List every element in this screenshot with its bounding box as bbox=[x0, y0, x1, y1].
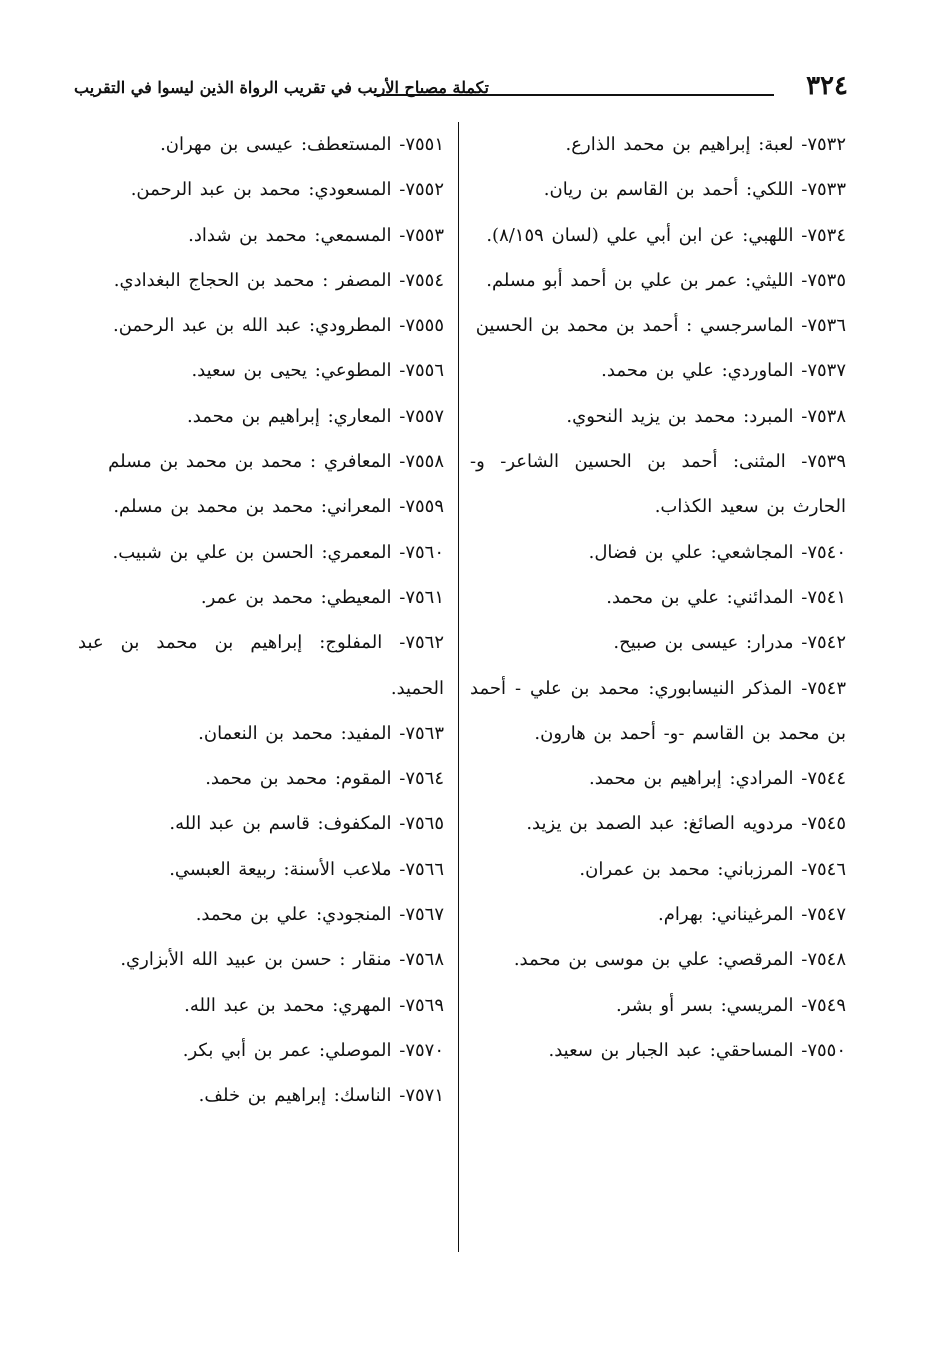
entry-number: ٧٥٤٤ bbox=[807, 768, 846, 790]
entry bbox=[78, 756, 444, 801]
entry bbox=[470, 303, 846, 348]
entry-text: - منقار : حسن بن عبيد الله الأبزاري. bbox=[120, 949, 406, 971]
entry bbox=[470, 348, 846, 393]
entry bbox=[78, 937, 444, 982]
entry-text: - المثنى: أحمد بن الحسين الشاعر- و- الحارث بن سعيد الكذاب. bbox=[470, 451, 846, 518]
entry-text: - المرادي: إبراهيم بن محمد. bbox=[588, 768, 808, 790]
entry bbox=[78, 1073, 444, 1118]
entry-number: ٧٥٦٨ bbox=[405, 949, 444, 971]
entry bbox=[78, 348, 444, 393]
entry-text: - ملاعب الأسنة: ربيعة العبسي. bbox=[169, 858, 406, 880]
book-title: تكملة مصباح الأريب في تقريب الرواة الذين ليسوا في التقريب bbox=[74, 78, 489, 97]
entry-number: ٧٥٥١ bbox=[405, 134, 444, 155]
entry bbox=[470, 213, 846, 258]
entry-text: - المرقصي: علي بن موسى بن محمد. bbox=[513, 949, 808, 971]
entry-number: ٧٥٤٢ bbox=[807, 632, 846, 654]
entry bbox=[78, 167, 444, 212]
entry bbox=[470, 258, 846, 303]
column-divider bbox=[458, 122, 459, 1252]
entry-number: ٧٥٦٩ bbox=[405, 994, 444, 1016]
entry-number: ٧٥٥٠ bbox=[807, 1039, 846, 1061]
entry-number: ٧٥٣٤ bbox=[807, 224, 846, 246]
entry-text: - المعمري: الحسن بن علي بن شبيب. bbox=[112, 541, 406, 563]
entry bbox=[78, 213, 444, 258]
entry-text: - المعاري: إبراهيم بن محمد. bbox=[187, 405, 406, 427]
entry-number: ٧٥٥٥ bbox=[405, 315, 444, 337]
entry bbox=[470, 122, 846, 167]
entry-text: - المعيطي: محمد بن عمر. bbox=[200, 586, 406, 608]
entry bbox=[78, 530, 444, 575]
entry-number: ٧٥٤٠ bbox=[807, 541, 846, 563]
entry-number: ٧٥٣٥ bbox=[807, 269, 846, 291]
entry-text: - اللهبي: عن ابن أبي علي (لسان ٨/١٥٩). bbox=[486, 224, 808, 246]
entry-text: - المرغيناني: بهرام. bbox=[658, 904, 808, 926]
entry bbox=[78, 620, 444, 711]
entry-text: - المستعطف: عيسى بن مهران. bbox=[160, 134, 406, 155]
entry bbox=[470, 1028, 846, 1073]
entry-number: ٧٥٦٥ bbox=[405, 813, 444, 835]
entry-number: ٧٥٥٢ bbox=[405, 179, 444, 201]
entry-number: ٧٥٤٩ bbox=[807, 994, 846, 1016]
entry-text: - اللكي: أحمد بن القاسم بن ريان. bbox=[543, 179, 808, 201]
entry bbox=[470, 620, 846, 665]
entry-number: ٧٥٦٤ bbox=[405, 768, 444, 790]
entry bbox=[470, 756, 846, 801]
entry-number: ٧٥٤٨ bbox=[807, 949, 846, 971]
entry-number: ٧٥٣٣ bbox=[807, 179, 846, 201]
entry-number: ٧٥٦١ bbox=[405, 586, 444, 608]
entry bbox=[470, 575, 846, 620]
left-column bbox=[78, 122, 444, 1119]
entry-number: ٧٥٦٢ bbox=[405, 632, 444, 654]
entry-text: - المجاشعي: علي بن فضال. bbox=[588, 541, 808, 563]
entry-text: - المطوعي: يحيى بن سعيد. bbox=[191, 360, 406, 382]
running-header bbox=[74, 70, 850, 110]
entry-text: - المرزباني: محمد بن عمران. bbox=[579, 858, 808, 880]
page-number: ٣٢٤ bbox=[806, 71, 848, 101]
entry bbox=[78, 983, 444, 1028]
entry bbox=[78, 394, 444, 439]
entry-text: - المريسي: بسر أو بشر. bbox=[615, 994, 808, 1016]
entry bbox=[470, 530, 846, 575]
entry-text: - الماوردي: علي بن محمد. bbox=[601, 360, 808, 382]
entry-number: ٧٥٣٢ bbox=[807, 134, 846, 155]
entry bbox=[78, 122, 444, 167]
entry bbox=[78, 847, 444, 892]
entry-text: - المفيد: محمد بن النعمان. bbox=[198, 722, 406, 744]
entry-text: - لعبة: إبراهيم بن محمد الذارع. bbox=[565, 134, 808, 155]
entry bbox=[470, 983, 846, 1028]
entry-number: ٧٥٤٧ bbox=[807, 904, 846, 926]
entry-number: ٧٥٣٨ bbox=[807, 405, 846, 427]
entry-text: - المذكر النيسابوري: محمد بن علي - أحمد بن محمد بن القاسم -و- أحمد بن هارون. bbox=[470, 677, 846, 744]
entry-text: - المنجودي: علي بن محمد. bbox=[195, 904, 406, 926]
entry bbox=[78, 439, 444, 484]
entry-number: ٧٥٦٦ bbox=[405, 858, 444, 880]
entry-text: - المهري: محمد بن عبد الله. bbox=[184, 994, 406, 1016]
entry-number: ٧٥٥٧ bbox=[405, 405, 444, 427]
entry-text: - المعراني: محمد بن محمد بن مسلم. bbox=[113, 496, 406, 518]
entry-number: ٧٥٧٠ bbox=[405, 1039, 444, 1061]
entry-text: - المساحقي: عبد الجبار بن سعيد. bbox=[548, 1039, 808, 1061]
entry-number: ٧٥٦٧ bbox=[405, 904, 444, 926]
entry-number: ٧٥٣٧ bbox=[807, 360, 846, 382]
entry bbox=[470, 439, 846, 530]
entry bbox=[470, 167, 846, 212]
entry bbox=[78, 484, 444, 529]
entry bbox=[470, 394, 846, 439]
entry-number: ٧٥٧١ bbox=[405, 1085, 444, 1107]
entry bbox=[78, 258, 444, 303]
entry-text: - الماسرجسي : أحمد بن محمد بن الحسين bbox=[475, 315, 808, 337]
entry-text: - الناسك: إبراهيم بن خلف. bbox=[198, 1085, 406, 1107]
entry-number: ٧٥٣٩ bbox=[807, 451, 846, 473]
entry-text: - مردويه الصائغ: عبد الصمد بن يزيد. bbox=[526, 813, 808, 835]
entry-text: - المسعودي: محمد بن عبد الرحمن. bbox=[130, 179, 406, 201]
entry-number: ٧٥٦٣ bbox=[405, 722, 444, 744]
entry-text: - مدرار: عيسى بن صبيح. bbox=[613, 632, 808, 654]
entry bbox=[470, 801, 846, 846]
entry-number: ٧٥٥٦ bbox=[405, 360, 444, 382]
entry-number: ٧٥٥٤ bbox=[405, 269, 444, 291]
entry-text: - الموصلي: عمر بن أبي بكر. bbox=[182, 1039, 406, 1061]
entry bbox=[78, 801, 444, 846]
entry bbox=[470, 847, 846, 892]
entry-number: ٧٥٤٦ bbox=[807, 858, 846, 880]
entry bbox=[78, 575, 444, 620]
entry-number: ٧٥٤٥ bbox=[807, 813, 846, 835]
entry-number: ٧٥٤١ bbox=[807, 586, 846, 608]
entry-number: ٧٥٤٣ bbox=[807, 677, 846, 699]
entry bbox=[78, 1028, 444, 1073]
entry-text: - المصفر : محمد بن الحجاج البغدادي. bbox=[113, 269, 406, 291]
entry bbox=[78, 711, 444, 756]
entry-text: - المعافري : محمد بن محمد بن مسلم bbox=[108, 451, 406, 473]
entry-text: - المكفوف: قاسم بن عبد الله. bbox=[169, 813, 406, 835]
entry-text: - المطرودي: عبد الله بن عبد الرحمن. bbox=[113, 315, 406, 337]
entry bbox=[78, 892, 444, 937]
entry-text: - المسمعي: محمد بن شداد. bbox=[188, 224, 406, 246]
entry-number: ٧٥٥٨ bbox=[405, 451, 444, 473]
entry-text: - الليثي: عمر بن علي بن أحمد أبو مسلم. bbox=[486, 269, 808, 291]
entry bbox=[470, 892, 846, 937]
entry-number: ٧٥٦٠ bbox=[405, 541, 444, 563]
entry-text: - المقوم: محمد بن محمد. bbox=[205, 768, 406, 790]
entry-text: - المبرد: محمد بن يزيد النحوي. bbox=[566, 405, 808, 427]
entry bbox=[470, 666, 846, 757]
entry-number: ٧٥٣٦ bbox=[807, 315, 846, 337]
entry-text: - المدائني: علي بن محمد. bbox=[606, 586, 808, 608]
entry bbox=[470, 937, 846, 982]
entry-text: - المفلوج: إبراهيم بن محمد بن عبد الحميد. bbox=[78, 632, 444, 699]
right-column bbox=[470, 122, 846, 1073]
entry-number: ٧٥٥٩ bbox=[405, 496, 444, 518]
entry-number: ٧٥٥٣ bbox=[405, 224, 444, 246]
entry bbox=[78, 303, 444, 348]
